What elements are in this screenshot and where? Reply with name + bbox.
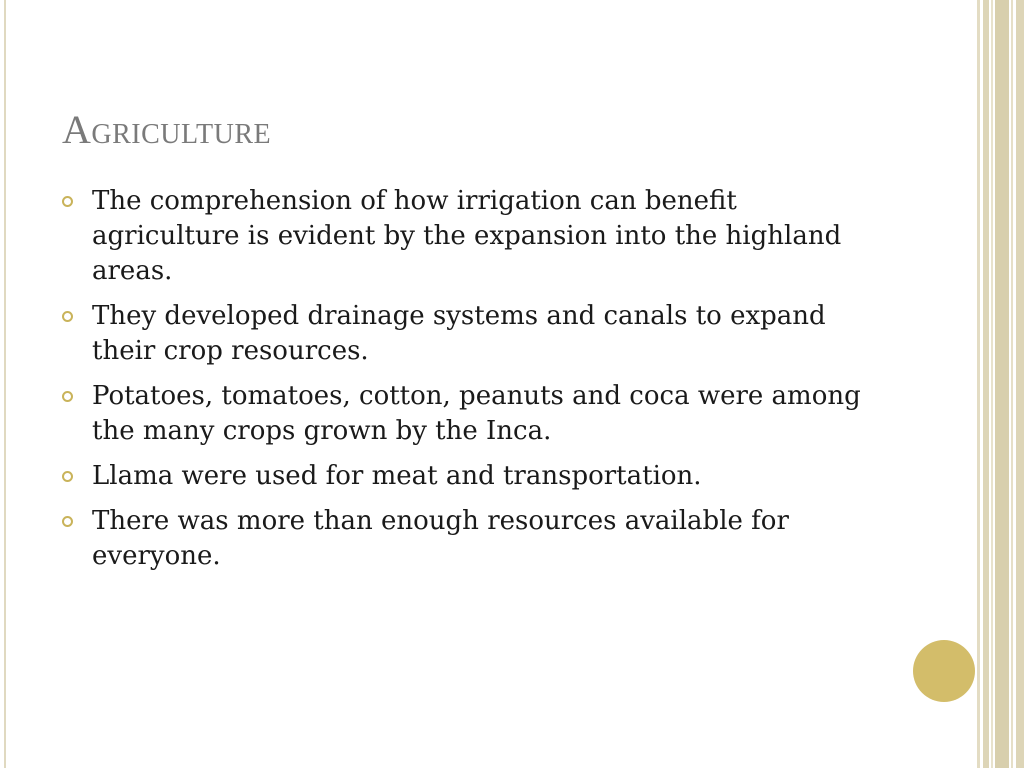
slide-title: Agriculture [62,107,272,152]
bullet-item [62,459,862,494]
bullet-ring-icon [62,311,73,322]
bullet-list [62,184,862,584]
decorative-stripe [991,0,993,768]
bullet-item [62,504,862,574]
bullet-ring-icon [62,516,73,527]
decorative-circle [913,640,975,702]
bullet-item [62,299,862,369]
bullet-text: They developed drainage systems and canals to expand their crop resources. [92,301,826,366]
decorative-stripe [1011,0,1013,768]
decorative-stripe [1016,0,1024,768]
bullet-text: The comprehension of how irrigation can benefit agriculture is evident by the expansion into the highland areas. [92,186,842,286]
bullet-text: There was more than enough resources available for everyone. [92,506,789,571]
bullet-text: Llama were used for meat and transportation. [92,461,702,491]
bullet-item [62,184,862,289]
bullet-text: Potatoes, tomatoes, cotton, peanuts and coca were among the many crops grown by the Inca. [92,381,861,446]
decorative-stripe [995,0,1009,768]
bullet-ring-icon [62,391,73,402]
left-border-line [4,0,6,768]
bullet-item [62,379,862,449]
decorative-stripe [977,0,980,768]
bullet-ring-icon [62,471,73,482]
decorative-stripe [983,0,989,768]
bullet-ring-icon [62,196,73,207]
